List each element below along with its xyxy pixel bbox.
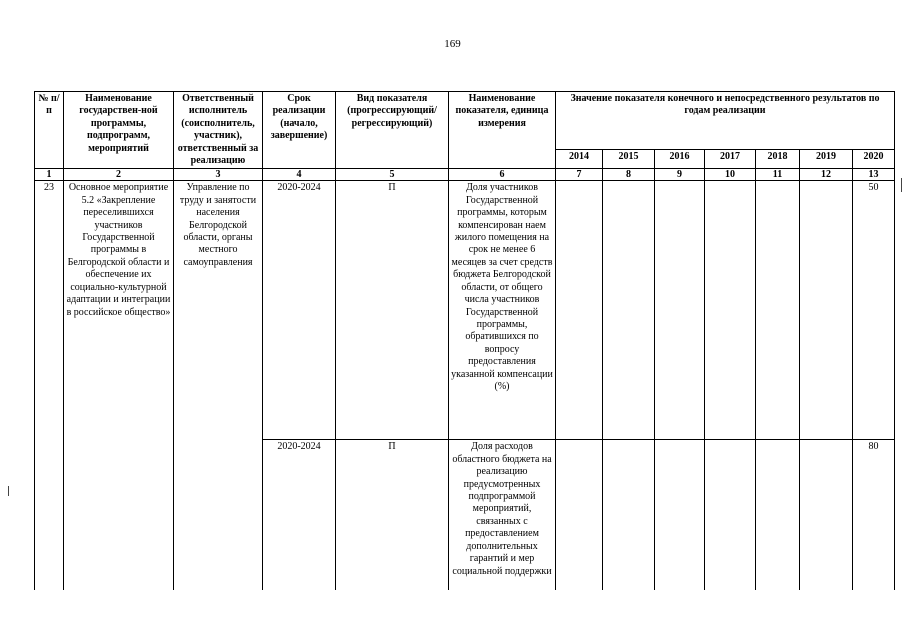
header-num: № п/п — [35, 92, 64, 169]
column-number: 12 — [800, 169, 853, 181]
indicator-type: П — [336, 181, 449, 440]
column-number: 6 — [449, 169, 556, 181]
value-2017 — [705, 440, 756, 591]
column-number: 5 — [336, 169, 449, 181]
year-2019: 2019 — [800, 149, 853, 169]
row-num: 23 — [35, 181, 64, 591]
value-2014 — [556, 440, 603, 591]
indicator-period: 2020-2024 — [263, 440, 336, 591]
year-2016: 2016 — [655, 149, 705, 169]
column-numbers-row — [35, 169, 895, 181]
year-2015: 2015 — [603, 149, 655, 169]
column-number: 3 — [174, 169, 263, 181]
column-number: 1 — [35, 169, 64, 181]
header-period: Срок реализации (начало, завершение) — [263, 92, 336, 169]
value-2016 — [655, 440, 705, 591]
value-2014 — [556, 181, 603, 440]
table-row — [35, 181, 895, 440]
year-2020: 2020 — [853, 149, 895, 169]
value-2019 — [800, 440, 853, 591]
value-2016 — [655, 181, 705, 440]
column-number: 7 — [556, 169, 603, 181]
value-2017 — [705, 181, 756, 440]
header-row — [35, 92, 895, 150]
scan-edge-mark — [8, 486, 9, 496]
row-executor: Управление по труду и занятости населения Белгородской области, органы местного самоуправления — [174, 181, 263, 591]
column-number: 13 — [853, 169, 895, 181]
indicator-name: Доля расходов областного бюджета на реализацию предусмотренных подпрограммой мероприятий, связанных с предоставлением дополнительных гарантий и мер социальной поддержки — [449, 440, 556, 591]
year-2018: 2018 — [756, 149, 800, 169]
indicators-table — [34, 91, 895, 590]
value-2015 — [603, 181, 655, 440]
value-2015 — [603, 440, 655, 591]
header-indicator-type: Вид показателя (прогрессирующий/ регрессирующий) — [336, 92, 449, 169]
header-program-name: Наименование государствен-ной программы, подпрограмм, мероприятий — [64, 92, 174, 169]
value-2019 — [800, 181, 853, 440]
value-2020: 80 — [853, 440, 895, 591]
column-number: 9 — [655, 169, 705, 181]
header-indicator-name: Наименование показателя, единица измерения — [449, 92, 556, 169]
page-number: 169 — [444, 38, 461, 50]
indicator-type: П — [336, 440, 449, 591]
header-values-group: Значение показателя конечного и непосредственного результатов по годам реализации — [556, 92, 895, 150]
column-number: 8 — [603, 169, 655, 181]
value-2020: 50 — [853, 181, 895, 440]
year-2017: 2017 — [705, 149, 756, 169]
row-program-name: Основное мероприятие 5.2 «Закрепление переселившихся участников Государственной программы в Белгородской области и обеспечение их социально-культурной адаптации и интеграции в российское общество» — [64, 181, 174, 591]
value-2018 — [756, 181, 800, 440]
indicator-period: 2020-2024 — [263, 181, 336, 440]
column-number: 10 — [705, 169, 756, 181]
column-number: 4 — [263, 169, 336, 181]
scan-edge-mark — [901, 178, 902, 192]
column-number: 2 — [64, 169, 174, 181]
year-2014: 2014 — [556, 149, 603, 169]
header-executor: Ответственный исполнитель (соисполнитель, участник), ответственный за реализацию — [174, 92, 263, 169]
indicator-name: Доля участников Государственной программы, которым компенсирован наем жилого помещения на срок не менее 6 месяцев за счет средств бюджета Белгородской области, от общего числа участников Государственной программы, обратившихся по вопросу предоставления указанной компенсации (%) — [449, 181, 556, 440]
column-number: 11 — [756, 169, 800, 181]
value-2018 — [756, 440, 800, 591]
